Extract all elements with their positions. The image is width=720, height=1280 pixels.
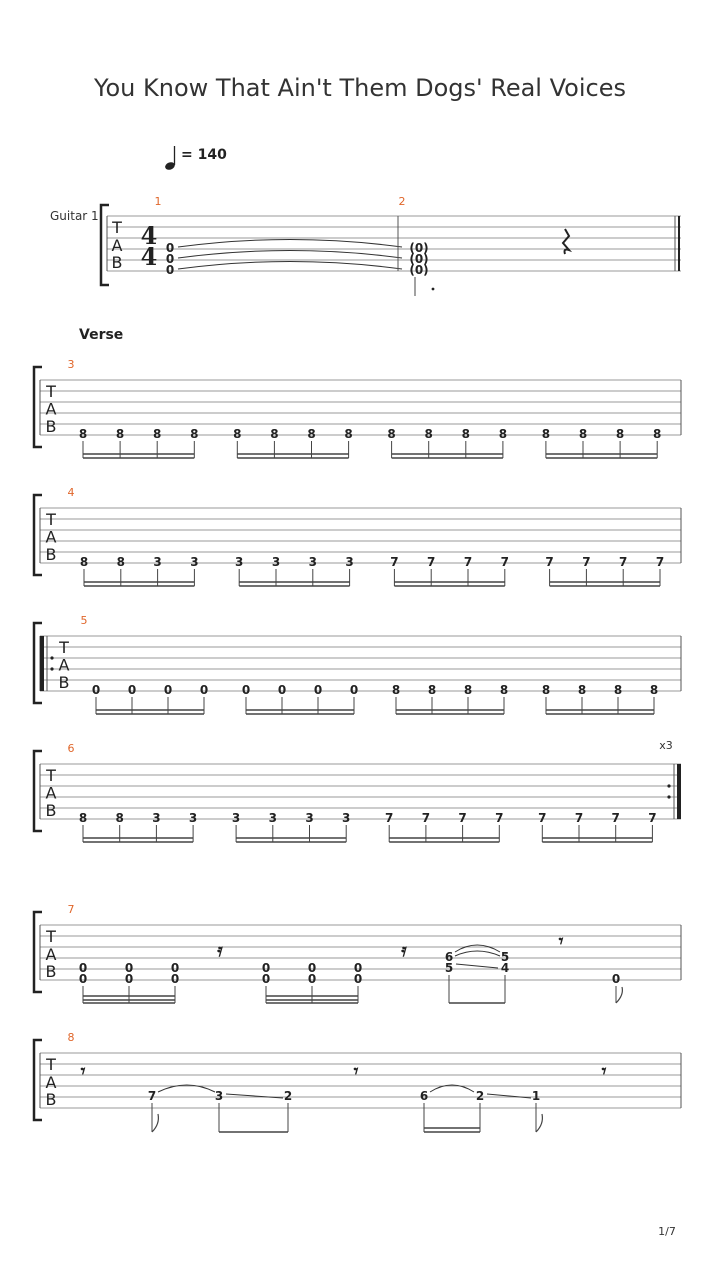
fret-number: 0: [165, 241, 175, 255]
tab-letter: A: [45, 783, 57, 803]
fret-number: 0: [170, 961, 180, 975]
measure-number: 5: [80, 614, 88, 627]
tab-letter: T: [46, 766, 56, 785]
fret-number: 8: [233, 427, 242, 441]
tab-letter: B: [58, 673, 70, 692]
fret-number: 0: [124, 972, 134, 986]
song-title: You Know That Ain't Them Dogs' Real Voices: [94, 74, 626, 102]
beat-chord: [354, 961, 362, 986]
slide-line: [456, 964, 498, 968]
fret-number: (0): [409, 263, 429, 277]
fret-number: 0: [165, 252, 175, 266]
tab-staff-lines: [107, 216, 681, 271]
tab-letter: B: [45, 417, 57, 436]
fret-number: 0: [277, 683, 287, 697]
fret-number: 2: [475, 1089, 485, 1103]
fret-number: 8: [578, 427, 588, 441]
fret-number: 3: [271, 555, 281, 569]
system-6: [34, 739, 681, 842]
fret-number: 0: [127, 683, 137, 697]
eighth-rest-icon: 𝄾: [558, 931, 564, 952]
fret-number: 2: [283, 1089, 293, 1103]
beat-chord: [501, 950, 509, 975]
beat-chord: [262, 961, 270, 986]
fret-number: 5: [444, 961, 454, 975]
sixteenth-rest-icon: 𝄿: [401, 940, 407, 961]
fret-number: 8: [463, 683, 473, 697]
fret-number: 8: [115, 811, 124, 825]
fret-number: 8: [649, 683, 659, 697]
fret-number: 0: [261, 961, 271, 975]
measure-number: 1: [154, 195, 162, 208]
measure-number: 7: [67, 903, 75, 916]
tie-arc: [178, 262, 402, 270]
repeat-dot: [50, 656, 53, 659]
fret-number: 8: [270, 427, 279, 441]
fret-number: 0: [307, 972, 317, 986]
beat-chord: [308, 961, 316, 986]
fret-number: 3: [153, 555, 162, 569]
tempo-marking: [164, 146, 227, 171]
fret-number: 8: [78, 811, 88, 825]
fret-number: 3: [190, 555, 199, 569]
fret-number: 7: [421, 811, 431, 825]
fret-number: 8: [344, 427, 353, 441]
fret-number: 8: [387, 427, 396, 441]
tab-letter-t: T: [46, 927, 56, 946]
fret-number: 7: [582, 555, 591, 569]
time-signature-bottom: 4: [140, 242, 158, 271]
fret-number: 0: [78, 961, 88, 975]
measure-number: 6: [67, 742, 75, 755]
fret-number: 0: [353, 961, 363, 975]
beat-chord: [171, 961, 179, 986]
beat-chord: [125, 961, 133, 986]
tab-letter-b: B: [111, 253, 123, 272]
fret-number: 3: [152, 811, 161, 825]
time-signature-top: 4: [140, 221, 158, 250]
tab-staff-lines: [40, 1053, 681, 1108]
fret-number: 0: [353, 972, 363, 986]
system-5: [34, 614, 681, 714]
tempo-value: = 140: [181, 147, 227, 163]
tie-arc: [178, 251, 402, 259]
fret-number: 7: [619, 555, 628, 569]
system-4: [34, 486, 681, 586]
fret-number: 8: [115, 427, 125, 441]
fret-number: 0: [349, 683, 359, 697]
measure-number: 4: [67, 486, 75, 499]
tab-letter: A: [45, 399, 57, 419]
eighth-flag: [536, 1114, 542, 1132]
fret-number: 6: [419, 1089, 429, 1103]
fret-number: (0): [409, 252, 429, 266]
fret-number: 8: [153, 427, 162, 441]
fret-number: 0: [261, 972, 271, 986]
quarter-rest-icon: [563, 229, 569, 254]
fret-number: 7: [655, 555, 665, 569]
fret-number: 3: [214, 1089, 224, 1103]
fret-number: 0: [241, 683, 251, 697]
tab-letter-a: A: [111, 236, 123, 255]
fret-number: 3: [268, 811, 277, 825]
instrument-label: Guitar 1: [50, 209, 99, 223]
augmentation-dot: [432, 288, 435, 291]
fret-number: 3: [188, 811, 198, 825]
fret-number: 0: [124, 961, 134, 975]
tab-letter-b: B: [45, 962, 57, 981]
fret-number: 1: [531, 1089, 541, 1103]
tab-letter: T: [46, 382, 56, 401]
repeat-dot: [667, 784, 670, 787]
tab-letter: A: [58, 655, 70, 675]
measure-number: 2: [398, 195, 406, 208]
tab-letter-a: A: [45, 1073, 57, 1092]
page-number: 1/7: [658, 1225, 676, 1238]
tab-letter-t: T: [112, 218, 122, 237]
eighth-flag: [152, 1114, 158, 1132]
fret-number: 4: [500, 961, 510, 975]
fret-number: 8: [613, 683, 623, 697]
fret-number: 3: [342, 811, 351, 825]
fret-number: 3: [305, 811, 314, 825]
system-7: [34, 903, 681, 1003]
fret-number: 7: [147, 1089, 157, 1103]
fret-number: 8: [653, 427, 662, 441]
fret-number: 7: [385, 811, 394, 825]
fret-number: 7: [390, 555, 399, 569]
eighth-flag: [616, 987, 622, 1003]
tie-arc: [178, 240, 402, 248]
measure-number: 8: [67, 1031, 75, 1044]
repeat-dot: [667, 795, 670, 798]
fret-number: 6: [444, 950, 454, 964]
eighth-rest-icon: 𝄾: [601, 1061, 607, 1082]
fret-number: 0: [307, 961, 317, 975]
tab-letter: B: [45, 801, 57, 820]
fret-number: 8: [190, 427, 199, 441]
fret-number: 5: [500, 950, 510, 964]
tab-staff-lines: [40, 764, 681, 819]
beat-chord: [445, 950, 453, 975]
fret-number: 8: [79, 555, 89, 569]
fret-number: 8: [577, 683, 587, 697]
system-bracket: [101, 205, 109, 285]
fret-number: 8: [116, 555, 125, 569]
beat-chord: [79, 961, 87, 986]
fret-number: 8: [391, 683, 401, 697]
tab-letter: T: [59, 638, 69, 657]
fret-number: 3: [308, 555, 317, 569]
fret-number: 0: [170, 972, 180, 986]
fret-number: 7: [538, 811, 547, 825]
fret-number: 3: [235, 555, 244, 569]
fret-number: 8: [541, 427, 551, 441]
fret-number: 8: [541, 683, 551, 697]
fret-number: 7: [545, 555, 554, 569]
fret-number: 7: [427, 555, 436, 569]
tab-letter-t: T: [46, 1055, 56, 1074]
eighth-rest-icon: 𝄾: [353, 1061, 359, 1082]
fret-number: 8: [78, 427, 88, 441]
fret-number: 7: [463, 555, 473, 569]
sixteenth-rest-icon: 𝄿: [217, 940, 223, 961]
fret-number: 7: [500, 555, 509, 569]
fret-number: (0): [409, 241, 429, 255]
eighth-rest-icon: 𝄾: [80, 1061, 86, 1082]
fret-number: 7: [458, 811, 467, 825]
fret-number: 3: [345, 555, 354, 569]
measure-number: 3: [67, 358, 75, 371]
fret-number: 8: [498, 427, 508, 441]
fret-number: 8: [307, 427, 316, 441]
system-8: [34, 1031, 681, 1132]
repeat-dot: [50, 667, 53, 670]
section-label: Verse: [79, 327, 124, 343]
tab-letter-b: B: [45, 1090, 57, 1109]
tab-letter-a: A: [45, 945, 57, 964]
fret-number: 3: [231, 811, 241, 825]
system-1: [50, 195, 681, 296]
fret-number: 7: [495, 811, 504, 825]
tab-letter: A: [45, 527, 57, 547]
fret-number: 0: [91, 683, 101, 697]
system-3: [34, 358, 681, 458]
fret-number: 0: [163, 683, 173, 697]
fret-number: 7: [611, 811, 620, 825]
fret-number: 8: [424, 427, 433, 441]
fret-number: 8: [615, 427, 625, 441]
fret-number: 7: [648, 811, 657, 825]
fret-number: 0: [78, 972, 88, 986]
tab-letter: T: [46, 510, 56, 529]
fret-number: 0: [199, 683, 209, 697]
tab-letter: B: [45, 545, 57, 564]
fret-number: 8: [499, 683, 509, 697]
fret-number: 0: [165, 263, 175, 277]
fret-number: 8: [461, 427, 470, 441]
fret-number: 0: [611, 972, 621, 986]
repeat-count: x3: [659, 739, 673, 752]
fret-number: 0: [313, 683, 323, 697]
fret-number: 7: [574, 811, 584, 825]
fret-number: 8: [427, 683, 437, 697]
